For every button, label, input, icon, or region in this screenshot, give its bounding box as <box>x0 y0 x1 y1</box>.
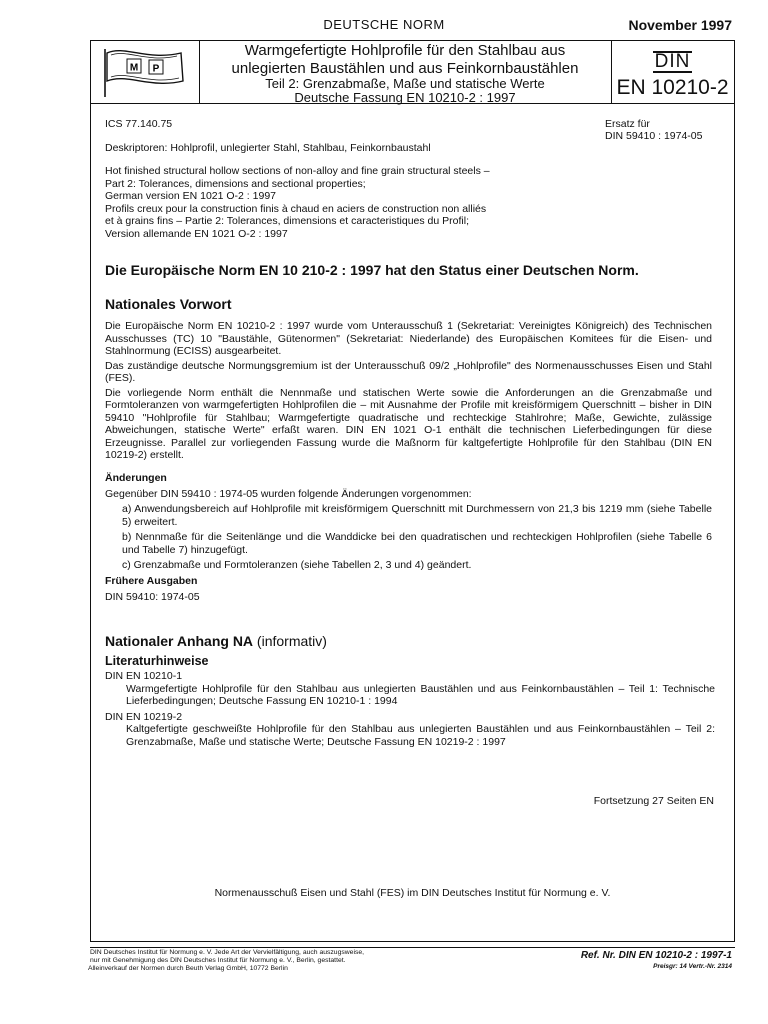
ics-code: ICS 77.140.75 <box>105 118 173 130</box>
english-title-1: Hot finished structural hollow sections of non-alloy and fine grain structural steels – <box>105 165 490 177</box>
ref-2-description: Kaltgefertigte geschweißte Hohlprofile für den Stahlbau aus unlegierten Baustählen und aus Feinkornbaustählen – Teil 2: Grenzabmaße, Maße und statische Werte; Deutsche Fassung EN 10219-2 : 1997 <box>126 723 715 748</box>
ref-1-code: DIN EN 10210-1 <box>105 670 183 682</box>
french-title-1: Profils creux pour la construction finis à chaud en aciers de construction non alliés <box>105 202 487 215</box>
title-line-3: Teil 2: Grenzabmaße, Maße und statische Werte <box>265 76 545 91</box>
publication-date: November 1997 <box>628 17 732 33</box>
footer-separator <box>90 947 735 948</box>
fruehere-heading: Frühere Ausgaben <box>105 575 198 587</box>
title-cell <box>199 41 612 103</box>
title-line-4: Deutsche Fassung EN 10210-2 : 1997 <box>294 90 516 105</box>
price-group: Preisgr: 14 Vertr.-Nr. 2314 <box>653 963 732 970</box>
english-title-2: Part 2: Tolerances, dimensions and sectional properties; <box>105 177 366 190</box>
anhang-title: Nationaler Anhang NA <box>105 633 254 649</box>
title-line-1: Warmgefertigte Hohlprofile für den Stahlbau aus <box>244 42 566 59</box>
title-line-2: unlegierten Baustählen und aus Feinkornbaustählen <box>231 60 579 77</box>
aenderungen-heading: Änderungen <box>105 472 167 484</box>
din-cell <box>611 41 734 103</box>
anhang-heading <box>105 633 327 649</box>
logo-cell <box>91 41 200 103</box>
ersatz-line-1: Ersatz für <box>605 118 650 130</box>
logo-letter-m: M <box>129 62 139 74</box>
logo-letter-p: P <box>152 63 160 75</box>
aenderung-b: b) Nennmaße für die Seitenlänge und die Wanddicke bei den quadratischen und rechteckigen Hohlprofilen (siehe Tabelle 6 und Tabelle 7) hinzugefügt. <box>122 531 712 556</box>
french-title-3: Version allemande EN 1021 O-2 : 1997 <box>105 227 288 240</box>
ersatz-note <box>605 118 702 142</box>
ref-1-description: Warmgefertigte Hohlprofile für den Stahlbau aus unlegierten Baustählen und aus Feinkornbaustählen – Teil 1: Technische Lieferbedingungen; Deutsche Fassung EN 10210-1 : 1994 <box>126 682 715 707</box>
copyright-line-3: Alleinverkauf der Normen durch Beuth Verlag GmbH, 10772 Berlin <box>88 965 288 972</box>
din-mark: DIN <box>654 51 691 72</box>
aenderung-c: c) Grenzabmaße und Formtoleranzen (siehe Tabellen 2, 3 und 4) geändert. <box>122 559 472 571</box>
flag-icon <box>91 41 199 103</box>
aenderungen-intro: Gegenüber DIN 59410 : 1974-05 wurden folgende Änderungen vorgenommen: <box>105 488 472 500</box>
copyright-note <box>90 949 364 973</box>
literatur-heading: Literaturhinweise <box>105 654 209 668</box>
ersatz-line-2: DIN 59410 : 1974-05 <box>605 130 703 142</box>
foreign-titles <box>105 165 490 240</box>
copyright-line-2: nur mit Genehmigung des DIN Deutsches Institut für Normung e. V., Berlin, gestattet. <box>90 957 346 964</box>
din-number: EN 10210-2 <box>616 76 729 99</box>
continuation-note: Fortsetzung 27 Seiten EN <box>593 795 714 807</box>
vorwort-paragraph-1: Die Europäische Norm EN 10210-2 : 1997 wurde vom Unterausschuß 1 (Sekretariat: Vereinigtes Königreich) des Technischen Ausschusses (TC) 10 "Baustähle, Gütenormen" (Sekretariat: Niederlande) des Europäischen Komitees für die Eisen- und Stahlnormung (ECISS) ausgearbeitet. <box>105 320 712 357</box>
fruehere-text: DIN 59410: 1974-05 <box>105 591 200 603</box>
status-statement: Die Europäische Norm EN 10 210-2 : 1997 hat den Status einer Deutschen Norm. <box>105 262 639 278</box>
anhang-informativ: (informativ) <box>253 633 327 649</box>
vorwort-paragraph-3: Die vorliegende Norm enthält die Nennmaße und statischen Werte sowie die Anforderungen an die Grenzabmaße und Formtoleranzen von warmgefertigten Hohlprofilen die – mit Ausnahme der Profile mit kreisförmigem Querschnitt – bisher in DIN 59410 "Hohlprofile für Stahlbau; Warmgefertigte quadratische und rechteckige Stahlrohre; Maße, Gewichte, zulässige Abweichungen, statische Werte" erfaßt waren. DIN EN 1021 O-1 enthält die technischen Lieferbedingungen für diese Erzeugnisse. Parallel zur vorliegenden Fassung wurde die Maßnorm für kaltgefertigte Hohlprofile für den Stahlbau (DIN EN 10219-2) erstellt. <box>105 386 712 461</box>
aenderung-a: a) Anwendungsbereich auf Hohlprofile mit kreisförmigem Querschnitt mit Durchmessern von 21,3 bis 1219 mm (siehe Tabelle 5) erweitert. <box>122 503 712 528</box>
ref-2-code: DIN EN 10219-2 <box>105 710 183 723</box>
committee-line: Normenausschuß Eisen und Stahl (FES) im DIN Deutsches Institut für Normung e. V. <box>214 887 611 899</box>
vorwort-heading: Nationales Vorwort <box>105 296 232 312</box>
title-block <box>90 40 735 104</box>
deskriptoren: Deskriptoren: Hohlprofil, unlegierter Stahl, Stahlbau, Feinkornbaustahl <box>105 142 431 154</box>
literatur-list <box>105 670 715 751</box>
document-type: DEUTSCHE NORM <box>323 17 445 32</box>
copyright-line-1: DIN Deutsches Institut für Normung e. V. Jede Art der Vervielfältigung, auch auszugsweise, <box>90 949 365 956</box>
french-title-2: et à grains fins – Partie 2: Tolerances, dimensions et caracteristiques du Profil; <box>105 215 469 227</box>
reference-number: Ref. Nr. DIN EN 10210-2 : 1997-1 <box>580 950 732 961</box>
aenderungen-list <box>122 503 712 575</box>
vorwort-text <box>105 320 712 464</box>
english-title-3: German version EN 1021 O-2 : 1997 <box>105 190 277 202</box>
vorwort-paragraph-2: Das zuständige deutsche Normungsgremium ist der Unterausschuß 09/2 „Hohlprofile" des Normenausschusses Eisen und Stahl (FES). <box>105 359 712 384</box>
